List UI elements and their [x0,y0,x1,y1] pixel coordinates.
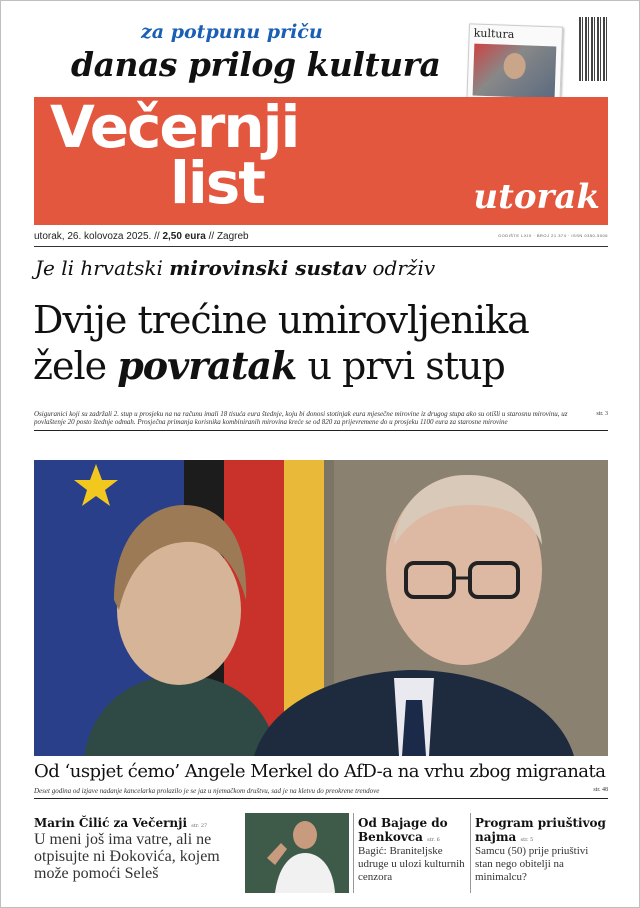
teaser-title-text: Program priuštivog najma [475,816,606,844]
headline-l2-pre: žele [33,344,118,388]
lede-text: Osiguranici koji su zadržali 2. stup u prosjeku na na računu imali 18 tisuća eura štednje, koju bi donosi stotinjak eura mjesečne mirovine iz drugog stupa ako su otišli u starosnu mirovinu, uz povlaštenje 20 posto štednje odmah. Prosječna primanja korisnika kombiniranih mirovina kreće se od 820 za prijevremene do u prosjeku 1100 eura za starosne mirovine [34,410,568,426]
teaser-title [34,816,239,830]
teaser-body: Bagić: Braniteljske udruge u ulozi kulturnih cenzora [358,845,465,883]
masthead [34,93,608,225]
teaser-title [475,816,607,844]
lede-page-ref: str. 3 [596,411,608,417]
column-divider [353,813,354,893]
supplement-photo [473,44,557,99]
teaser-page-ref: str. 27 [191,823,208,829]
main-photo[interactable] [34,460,608,756]
headline-line2 [33,343,529,389]
teaser-bajaga[interactable] [358,816,466,884]
issue-price: 2,50 eura [162,231,206,242]
main-story-subtitle [34,787,608,799]
headline-l2-emphasis: povratak [117,343,297,388]
teaser-body: U meni još ima vatre, ali ne otpisujte ni Đokovića, kojem može pomoći Seleš [34,831,220,882]
barcode [579,17,607,81]
promo-title: danas prilog kultura [71,45,441,84]
teaser-page-ref: str. 5 [520,837,534,843]
teaser-title-text: Marin Čilić za Večernji [34,816,188,830]
issue-city: Zagreb [216,231,249,242]
dateline-fine-print: GODIŠTE LXIX · BROJ 21.374 · ISSN 0350-5006 [498,233,608,238]
teaser-title-text: Od Bajage do Benkovca [358,816,448,844]
tennis-photo-illustration [245,813,349,893]
masthead-line2: list [170,149,265,217]
column-divider [470,813,471,893]
lead-lede [34,410,608,431]
teaser-najam[interactable] [475,816,607,884]
teaser-body: Samcu (50) prije priuštivi stan nego obitelji na minimalcu? [475,845,589,883]
dateline-info: utorak, 26. kolovoza 2025. // 2,50 eura // Zagreb [34,231,249,242]
lead-kicker-bold: mirovinski sustav [169,256,367,280]
promo-kicker: za potpunu priču [141,21,323,43]
masthead-day: utorak [473,177,600,217]
main-photo-illustration [34,460,608,756]
headline-l2-post: u prvi stup [296,344,505,388]
teaser-title [358,816,466,844]
masthead-logo [50,93,299,217]
supplement-masthead: kultura [473,26,515,41]
main-story-subtitle-text: Deset godina od izjave nadanje kancelarka prolazilo je se jaz u njemačkom društvu, sad je na kletvu do preokrene trendove [34,787,380,795]
main-story-page-ref: str. 48 [593,787,608,793]
lead-headline[interactable] [33,297,529,389]
dateline [34,229,608,247]
teaser-page-ref: str. 6 [427,837,440,843]
main-story-title[interactable]: Od ‘uspjet ćemo’ Angele Merkel do AfD-a na vrhu zbog migranata [34,761,606,782]
lead-kicker [35,256,435,280]
lead-kicker-post: održiv [366,256,436,280]
teaser-cilic[interactable] [34,816,239,882]
lead-kicker-pre: Je li hrvatski [35,256,170,280]
masthead-line1: Večernji [50,93,299,161]
tennis-player-photo[interactable] [245,813,349,893]
headline-line1: Dvije trećine umirovljenika [33,298,529,342]
issue-date: utorak, 26. kolovoza 2025. [34,231,152,242]
